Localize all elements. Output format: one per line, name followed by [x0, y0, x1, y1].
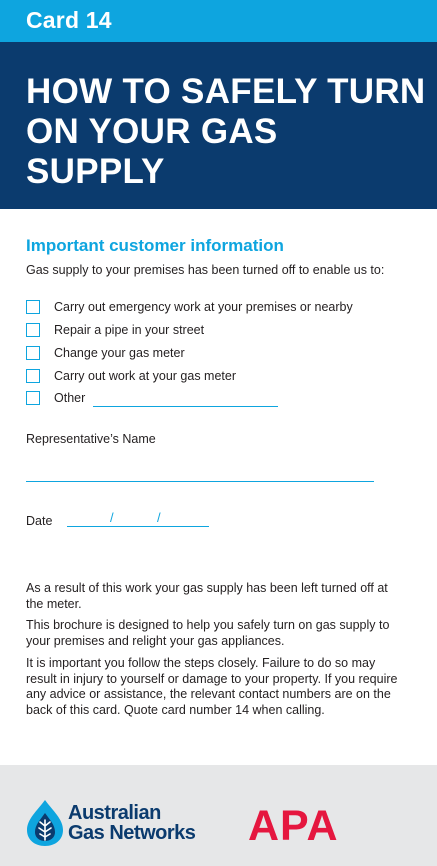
- checklist-item-repair-pipe[interactable]: [26, 323, 416, 339]
- checklist-item-label: Other: [54, 391, 86, 405]
- intro-text: Gas supply to your premises has been turned off to enable us to:: [26, 263, 385, 277]
- agn-wordmark-line: Gas Networks: [68, 822, 196, 844]
- date-label: Date: [26, 514, 53, 528]
- agn-wordmark-line: Australian: [68, 802, 161, 824]
- agn-wordmark: [68, 803, 195, 843]
- date-separator: /: [157, 510, 161, 525]
- australian-gas-networks-logo: [26, 799, 206, 849]
- checklist-item-label: Carry out emergency work at your premises or nearby: [54, 300, 353, 314]
- checklist-item-change-meter[interactable]: [26, 346, 416, 362]
- representative-name-field[interactable]: [26, 481, 374, 482]
- hero-banner: [0, 42, 437, 209]
- checkbox-icon[interactable]: [26, 391, 40, 405]
- footer-logos: [0, 765, 437, 866]
- checklist-item-label: Repair a pipe in your street: [54, 323, 205, 337]
- page-title: HOW TO SAFELY TURN ON YOUR GAS SUPPLY: [26, 72, 426, 191]
- checkbox-icon[interactable]: [26, 346, 40, 360]
- section-heading: Important customer information: [26, 236, 284, 255]
- other-reason-field[interactable]: [93, 406, 278, 407]
- checkbox-icon[interactable]: [26, 300, 40, 314]
- date-field[interactable]: [67, 526, 209, 527]
- apa-logo: APA: [248, 802, 339, 850]
- body-paragraph-warning: It is important you follow the steps closely. Failure to do so may result in injury to yourself or damage to your property. If you require any advice or assistance, the relevant contact numbers are on the back of this card. Quote card number 14 when calling.: [26, 656, 398, 717]
- body-paragraph-purpose: This brochure is designed to help you safely turn on gas supply to your premises and relight your gas appliances.: [26, 618, 390, 648]
- flame-logo-icon: [26, 799, 64, 847]
- representative-name-label: Representative’s Name: [26, 432, 156, 446]
- checklist-item-other[interactable]: [26, 391, 416, 407]
- body-paragraph-result: As a result of this work your gas supply has been left turned off at the meter.: [26, 581, 388, 611]
- card-header-bar: [0, 0, 437, 42]
- checklist-item-label: Change your gas meter: [54, 346, 185, 360]
- checklist-item-label: Carry out work at your gas meter: [54, 369, 237, 383]
- checkbox-icon[interactable]: [26, 323, 40, 337]
- checkbox-icon[interactable]: [26, 369, 40, 383]
- checklist-item-emergency[interactable]: [26, 300, 416, 316]
- card-number-label: Card 14: [26, 7, 112, 33]
- date-separator: /: [110, 510, 114, 525]
- checklist-item-meter-work[interactable]: [26, 369, 416, 385]
